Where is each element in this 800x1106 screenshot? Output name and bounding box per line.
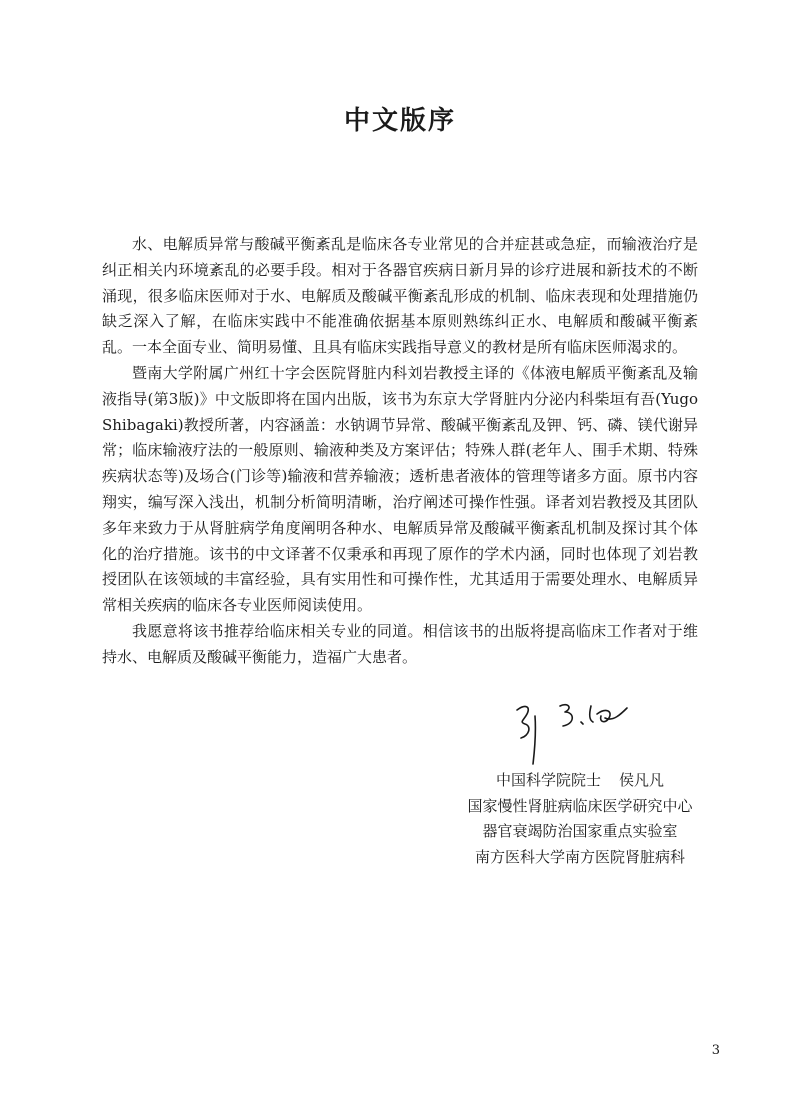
handwritten-signature xyxy=(505,692,635,770)
signature-block xyxy=(420,768,740,870)
paragraph-3: 我愿意将该书推荐给临床相关专业的同道。相信该书的出版将提高临床工作者对于维持水、电解质及酸碱平衡能力，造福广大患者。 xyxy=(102,621,698,666)
signatory-name: 侯凡凡 xyxy=(619,771,665,789)
affiliation-1: 国家慢性肾脏病临床医学研究中心 xyxy=(467,796,693,815)
signature-drawing xyxy=(505,692,635,770)
page-number: 3 xyxy=(711,1043,720,1058)
affiliation-3: 南方医科大学南方医院肾脏病科 xyxy=(474,847,685,866)
paragraph-2: 暨南大学附属广州红十字会医院肾脏内科刘岩教授主译的《体液电解质平衡紊乱及输液指导(第3版)》中文版即将在国内出版，该书为东京大学肾脏内分泌内科柴垣有吾(Yugo Shibagaki)教授所著，内容涵盖：水钠调节异常、酸碱平衡紊乱及钾、钙、磷、镁代谢异常；临床输液疗法的一般原则、输液种类及方案评估；特殊人群(老年人、围手术期、特殊疾病状态等)及场合(门诊等)输液和营养输液；透析患者液体的管理等诸多方面。原书内容翔实，编写深入浅出，机制分析简明清晰，治疗阐述可操作性强。译者刘岩教授及其团队多年来致力于从肾脏病学角度阐明各种水、电解质异常及酸碱平衡紊乱机制及探讨其个体化的治疗措施。该书的中文译著不仅秉承和再现了原作的学术内涵，同时也体现了刘岩教授团队在该领域的丰富经验，具有实用性和可操作性，尤其适用于需要处理水、电解质异常相关疾病的临床各专业医师阅读使用。 xyxy=(102,363,698,615)
page-title: 中文版序 xyxy=(343,106,456,136)
paragraph-1: 水、电解质异常与酸碱平衡紊乱是临床各专业常见的合并症甚或急症，而输液治疗是纠正相关内环境紊乱的必要手段。相对于各器官疾病日新月异的诊疗进展和新技术的不断涌现，很多临床医师对于水、电解质及酸碱平衡紊乱形成的机制、临床表现和处理措施仍缺乏深入了解，在临床实践中不能准确依据基本原则熟练纠正水、电解质和酸碱平衡紊乱。一本全面专业、简明易懂、且具有临床实践指导意义的教材是所有临床医师渴求的。 xyxy=(102,235,698,357)
body-text xyxy=(102,232,698,671)
affiliation-2: 器官衰竭防治国家重点实验室 xyxy=(482,822,678,840)
signatory-title: 中国科学院院士 xyxy=(495,771,601,789)
signatory-line xyxy=(420,768,740,794)
